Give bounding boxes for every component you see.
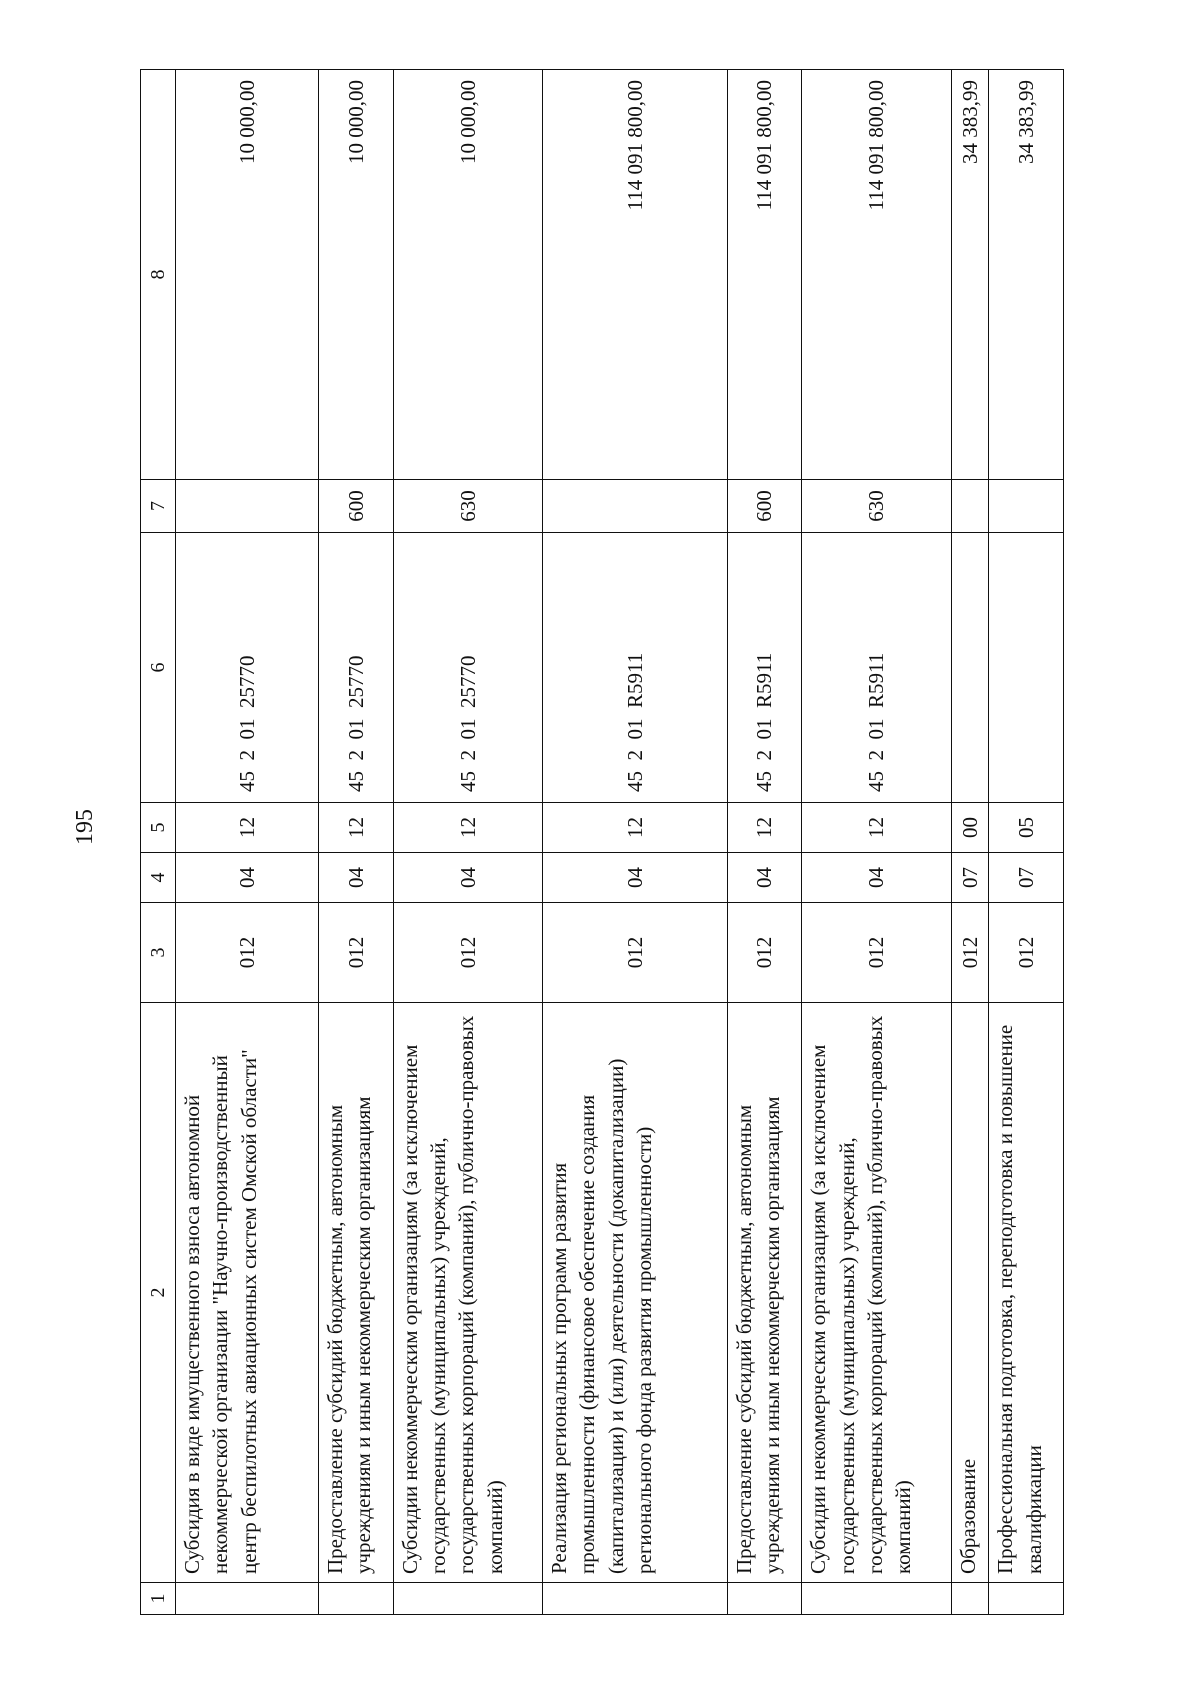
table-row [176, 70, 319, 1615]
row-subsection-code: 12 [318, 803, 393, 853]
row-subsection-code: 12 [176, 803, 319, 853]
row-ministry-code: 012 [393, 903, 542, 1003]
page-number: 195 [72, 809, 98, 845]
row-subsection-code: 12 [543, 803, 728, 853]
row-ministry-code: 012 [176, 903, 319, 1003]
row-expense-type: 600 [318, 480, 393, 533]
table-row [989, 70, 1064, 1615]
row-amount: 34 383,99 [989, 70, 1064, 480]
header-col-5: 5 [141, 803, 176, 853]
row-section-code: 04 [393, 853, 542, 903]
row-number [393, 1583, 542, 1615]
row-name: Предоставление субсидий бюджетным, автономным учреждениям и иным некоммерческим организациям [318, 1003, 393, 1583]
budget-table-wrapper [140, 70, 1064, 1615]
table-row [543, 70, 728, 1615]
row-target-code: 45 2 01 R5911 [802, 533, 951, 803]
row-amount: 10 000,00 [393, 70, 542, 480]
row-subsection-code: 05 [989, 803, 1064, 853]
row-subsection-code: 00 [951, 803, 988, 853]
row-target-code [989, 533, 1064, 803]
row-amount: 114 091 800,00 [727, 70, 802, 480]
row-ministry-code: 012 [727, 903, 802, 1003]
row-ministry-code: 012 [543, 903, 728, 1003]
row-name: Образование [951, 1003, 988, 1583]
row-target-code: 45 2 01 R5911 [543, 533, 728, 803]
row-expense-type: 630 [802, 480, 951, 533]
row-name: Профессиональная подготовка, переподготовка и повышение квалификации [989, 1003, 1064, 1583]
row-name: Предоставление субсидий бюджетным, автономным учреждениям и иным некоммерческим организациям [727, 1003, 802, 1583]
row-section-code: 07 [951, 853, 988, 903]
row-subsection-code: 12 [393, 803, 542, 853]
row-number [951, 1583, 988, 1615]
row-section-code: 04 [543, 853, 728, 903]
table-row [802, 70, 951, 1615]
header-col-4: 4 [141, 853, 176, 903]
row-name: Субсидии некоммерческим организациям (за исключением государственных (муниципальных) учреждений, государственных корпораций (компаний), публично-правовых компаний) [393, 1003, 542, 1583]
table-row [951, 70, 988, 1615]
header-col-6: 6 [141, 533, 176, 803]
budget-table [140, 69, 1064, 1615]
row-subsection-code: 12 [727, 803, 802, 853]
row-number [318, 1583, 393, 1615]
row-target-code: 45 2 01 R5911 [727, 533, 802, 803]
header-row [141, 70, 176, 1615]
row-section-code: 04 [727, 853, 802, 903]
row-target-code: 45 2 01 25770 [318, 533, 393, 803]
row-target-code: 45 2 01 25770 [393, 533, 542, 803]
row-ministry-code: 012 [951, 903, 988, 1003]
row-section-code: 04 [802, 853, 951, 903]
row-name: Субсидия в виде имущественного взноса автономной некоммерческой организации "Научно-производственный центр беспилотных авиационных систем Омской области" [176, 1003, 319, 1583]
row-ministry-code: 012 [318, 903, 393, 1003]
row-target-code: 45 2 01 25770 [176, 533, 319, 803]
row-subsection-code: 12 [802, 803, 951, 853]
row-name: Субсидии некоммерческим организациям (за исключением государственных (муниципальных) учреждений, государственных корпораций (компаний), публично-правовых компаний) [802, 1003, 951, 1583]
row-expense-type: 630 [393, 480, 542, 533]
row-amount: 114 091 800,00 [543, 70, 728, 480]
row-amount: 34 383,99 [951, 70, 988, 480]
row-expense-type [543, 480, 728, 533]
row-expense-type: 600 [727, 480, 802, 533]
row-ministry-code: 012 [989, 903, 1064, 1003]
row-section-code: 07 [989, 853, 1064, 903]
table-row [393, 70, 542, 1615]
row-number [727, 1583, 802, 1615]
header-col-3: 3 [141, 903, 176, 1003]
header-col-7: 7 [141, 480, 176, 533]
row-amount: 114 091 800,00 [802, 70, 951, 480]
row-number [989, 1583, 1064, 1615]
row-amount: 10 000,00 [318, 70, 393, 480]
row-expense-type [989, 480, 1064, 533]
row-section-code: 04 [176, 853, 319, 903]
row-ministry-code: 012 [802, 903, 951, 1003]
row-amount: 10 000,00 [176, 70, 319, 480]
row-name: Реализация региональных программ развития промышленности (финансовое обеспечение создания (капитализации) и (или) деятельности (докапитализации) регионального фонда развития промышленности) [543, 1003, 728, 1583]
row-expense-type [176, 480, 319, 533]
header-col-8: 8 [141, 70, 176, 480]
row-target-code [951, 533, 988, 803]
row-expense-type [951, 480, 988, 533]
header-col-2: 2 [141, 1003, 176, 1583]
table-row [318, 70, 393, 1615]
row-number [543, 1583, 728, 1615]
header-col-1: 1 [141, 1583, 176, 1615]
row-number [802, 1583, 951, 1615]
table-row [727, 70, 802, 1615]
row-section-code: 04 [318, 853, 393, 903]
row-number [176, 1583, 319, 1615]
